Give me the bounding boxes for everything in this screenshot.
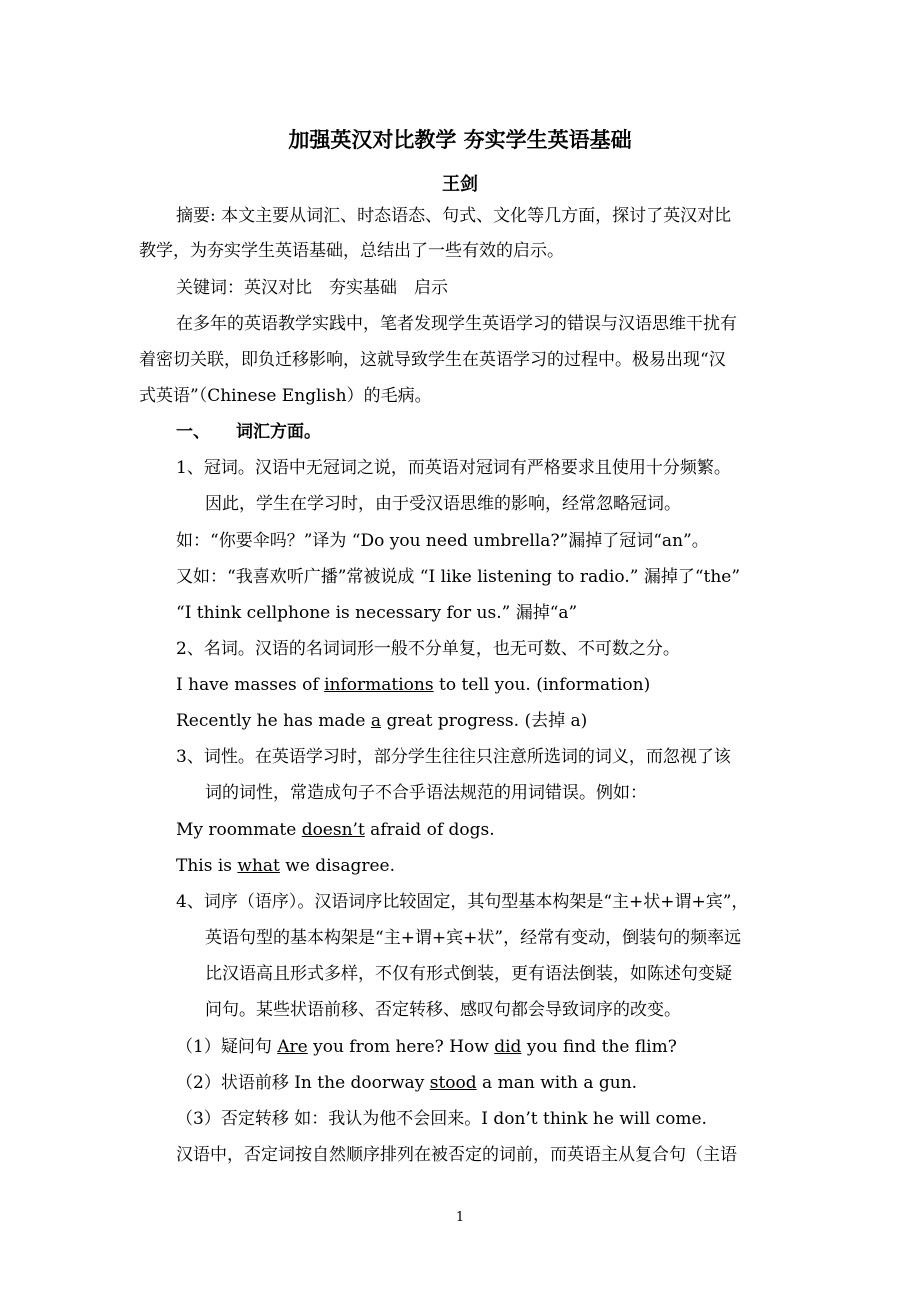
item-3-example-1: [176, 819, 495, 841]
item-4-line-2: 英语句型的基本构架是“主+谓+宾+状”，经常有变动，倒装句的频率远: [205, 928, 742, 948]
section-1-number: 一、: [176, 422, 210, 442]
item-2-line-1: 2、名词。汉语的名词词形一般不分单复，也无可数、不可数之分。: [176, 639, 680, 659]
item-2-example-2: [176, 710, 587, 732]
example-text: My roommate: [176, 820, 302, 840]
item-4-line-3: 比汉语高且形式多样，不仅有形式倒装，更有语法倒装，如陈述句变疑: [205, 964, 732, 984]
example-text: you find the flim?: [521, 1037, 677, 1057]
underlined-word: Are: [277, 1037, 308, 1057]
example-text: we disagree.: [279, 856, 396, 876]
underlined-error: a: [370, 711, 382, 731]
example-text: afraid of dogs.: [364, 820, 495, 840]
example-text: I have masses of: [176, 675, 325, 695]
item-4-line-4: 问句。某些状语前移、否定转移、感叹句都会导致词序的改变。: [205, 1000, 681, 1020]
abstract-line-1: 摘要: 本文主要从词汇、时态语态、句式、文化等几方面，探讨了英汉对比: [176, 206, 732, 226]
underlined-word: stood: [429, 1073, 477, 1093]
item-3-line-1: 3、词性。在英语学习时，部分学生往往只注意所选词的词义，而忽视了该: [176, 747, 731, 767]
example-text: Recently he has made: [176, 711, 371, 731]
paragraph-last-line: 汉语中，否定词按自然顺序排列在被否定的词前，而英语主从复合句（主语: [176, 1145, 737, 1165]
item-2-example-1: [176, 674, 650, 696]
example-text: This is: [176, 856, 238, 876]
item-3-example-2: [176, 855, 395, 877]
underlined-error: doesn’t: [301, 820, 365, 840]
abstract-line-2: 教学，为夯实学生英语基础，总结出了一些有效的启示。: [139, 241, 564, 261]
example-text: you from here? How: [307, 1037, 495, 1057]
underlined-error: informations: [324, 675, 434, 695]
subitem-3: （3）否定转移 如：我认为他不会回来。I don’t think he will come.: [176, 1109, 707, 1129]
item-1-line-2: 因此，学生在学习时，由于受汉语思维的影响，经常忽略冠词。: [205, 494, 681, 514]
item-1-example-3: “I think cellphone is necessary for us.” 漏掉“a”: [176, 603, 578, 623]
intro-line-2: 着密切关联，即负迁移影响，这就导致学生在英语学习的过程中。极易出现“汉: [139, 350, 726, 370]
subitem-1: [176, 1036, 677, 1058]
subitem-label: （1）疑问句: [176, 1037, 278, 1057]
document-title: 加强英汉对比教学 夯实学生英语基础: [288, 128, 632, 152]
item-1-line-1: 1、冠词。汉语中无冠词之说，而英语对冠词有严格要求且使用十分频繁。: [176, 458, 731, 478]
page-number: 1: [455, 1210, 465, 1225]
item-1-example-1: 如：“你要伞吗？”译为 “Do you need umbrella?”漏掉了冠词“an”。: [176, 531, 709, 551]
subitem-label: （2）状语前移 In the doorway: [176, 1073, 430, 1093]
item-3-line-2: 词的词性，常造成句子不合乎语法规范的用词错误。例如：: [205, 783, 647, 803]
example-text: to tell you. (information): [433, 675, 651, 695]
section-1-heading: 词汇方面。: [236, 422, 321, 442]
example-text: great progress. (去掉 a): [381, 711, 588, 731]
example-text: a man with a gun.: [476, 1073, 638, 1093]
underlined-error: what: [237, 856, 280, 876]
subitem-2: [176, 1072, 637, 1094]
underlined-word: did: [494, 1037, 522, 1057]
intro-line-1: 在多年的英语教学实践中，笔者发现学生英语学习的错误与汉语思维干扰有: [176, 314, 737, 334]
intro-line-3: 式英语”（Chinese English）的毛病。: [139, 386, 432, 406]
keywords: 关键词：英汉对比 夯实基础 启示: [176, 278, 448, 298]
item-1-example-2: 又如：“我喜欢听广播”常被说成 “I like listening to radio.” 漏掉了“the”: [176, 567, 741, 587]
author-name: 王剑: [442, 174, 478, 195]
item-4-line-1: 4、词序（语序）。汉语词序比较固定，其句型基本构架是“主+状+谓+宾”，: [176, 892, 749, 912]
